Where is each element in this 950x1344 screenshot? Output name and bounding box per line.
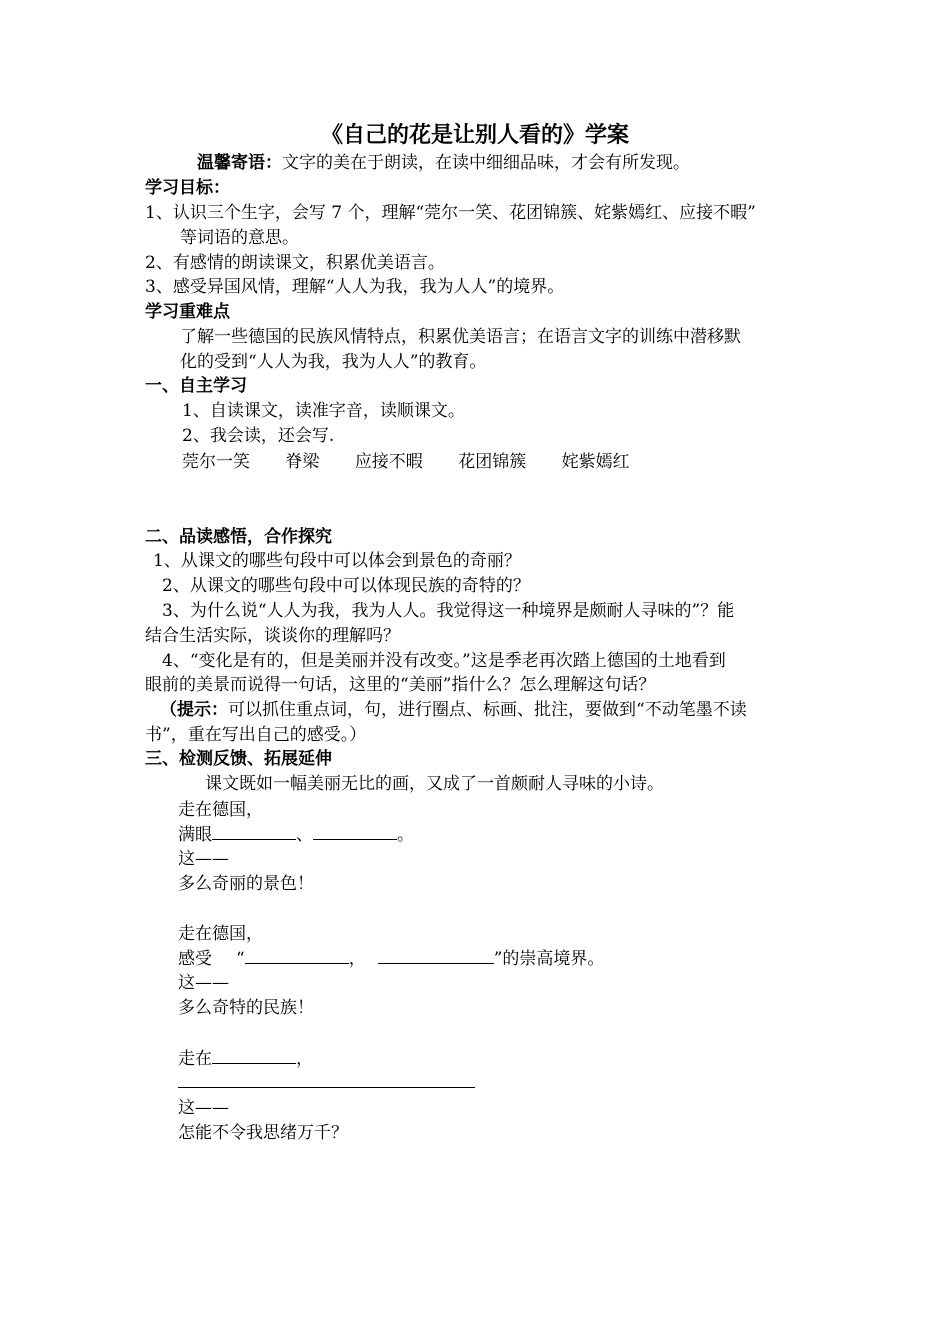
vocab-word: 姹紫嫣红 <box>561 452 630 472</box>
section2-heading: 二、品读感悟，合作探究 <box>145 527 332 547</box>
poem-s3-line3: 这—— <box>178 1098 229 1118</box>
vocab-word: 花团锦簇 <box>458 452 527 472</box>
question-1: 1、从课文的哪些句段中可以体会到景色的奇丽？ <box>153 551 521 571</box>
section1-heading: 一、自主学习 <box>145 376 247 396</box>
section3-heading: 三、检测反馈、拓展延伸 <box>145 749 332 769</box>
poem-s1-line4: 多么奇丽的景色！ <box>178 874 314 894</box>
poem-s2-line2: 感受 “ ， ”的崇高境界。 <box>178 949 605 969</box>
section1-item2: 2、我会读，还会写. <box>182 426 335 446</box>
poem-s1-line3: 这—— <box>178 849 229 869</box>
poem-s2-line4: 多么奇特的民族！ <box>178 998 314 1018</box>
poem-s1-line1: 走在德国， <box>178 800 263 820</box>
greeting-text: 文字的美在于朗读，在读中细细品味，才会有所发现。 <box>282 153 690 173</box>
hint-line1: （提示：可以抓住重点词，句，进行圈点、标画、批注，要做到“不动笔墨不读 <box>160 700 747 720</box>
fill-blank-line[interactable] <box>178 1087 475 1088</box>
fill-blank[interactable] <box>212 1047 296 1064</box>
fill-blank[interactable] <box>245 947 349 964</box>
question-4-line1: 4、“变化是有的，但是美丽并没有改变。”这是季老再次踏上德国的土地看到 <box>162 651 726 671</box>
vocab-word: 应接不暇 <box>354 452 423 472</box>
poem-s2-line3: 这—— <box>178 973 229 993</box>
objective-3: 3、感受异国风情，理解“人人为我，我为人人”的境界。 <box>145 277 565 297</box>
key-points-heading: 学习重难点 <box>145 302 230 322</box>
fill-blank[interactable] <box>212 823 296 840</box>
poem-s3-line4: 怎能不令我思绪万千？ <box>178 1123 348 1143</box>
vocab-word-list <box>182 450 660 474</box>
greeting-label: 温馨寄语： <box>197 153 282 173</box>
section3-intro: 课文既如一幅美丽无比的画，又成了一首颇耐人寻味的小诗。 <box>205 774 664 794</box>
fill-blank[interactable] <box>378 947 494 964</box>
question-3-line2: 结合生活实际，谈谈你的理解吗？ <box>145 626 400 646</box>
objective-1-line1: 1、认识三个生字，会写 7 个，理解“莞尔一笑、花团锦簇、姹紫嫣红、应接不暇” <box>145 203 756 223</box>
page-title: 《自己的花是让别人看的》学案 <box>320 123 629 148</box>
vocab-word: 莞尔一笑 <box>182 452 250 472</box>
hint-label: （提示： <box>160 700 228 720</box>
greeting <box>197 151 690 175</box>
key-points-line1: 了解一些德国的民族风情特点，积累优美语言；在语言文字的训练中潜移默 <box>180 327 741 347</box>
objectives-heading: 学习目标： <box>145 178 230 198</box>
section1-item1: 1、自读课文，读准字音，读顺课文。 <box>182 401 465 421</box>
fill-blank[interactable] <box>313 823 397 840</box>
vocab-word: 脊梁 <box>285 452 320 472</box>
question-4-line2: 眼前的美景而说得一句话，这里的“美丽”指什么？怎么理解这句话？ <box>145 675 656 695</box>
poem-s3-line1: 走在 ， <box>178 1049 313 1069</box>
objective-2: 2、有感情的朗读课文，积累优美语言。 <box>145 253 445 273</box>
poem-s1-line2: 满眼 、 。 <box>178 825 414 845</box>
poem-s2-line1: 走在德国， <box>178 924 263 944</box>
question-3-line1: 3、为什么说“人人为我，我为人人。我觉得这一种境界是颇耐人寻味的”？能 <box>162 601 735 621</box>
hint-line2: 书”，重在写出自己的感受。） <box>145 725 367 745</box>
objective-1-line2: 等词语的意思。 <box>180 228 299 248</box>
question-2: 2、从课文的哪些句段中可以体现民族的奇特的？ <box>162 576 530 596</box>
key-points-line2: 化的受到“人人为我，我为人人”的教育。 <box>180 352 487 372</box>
